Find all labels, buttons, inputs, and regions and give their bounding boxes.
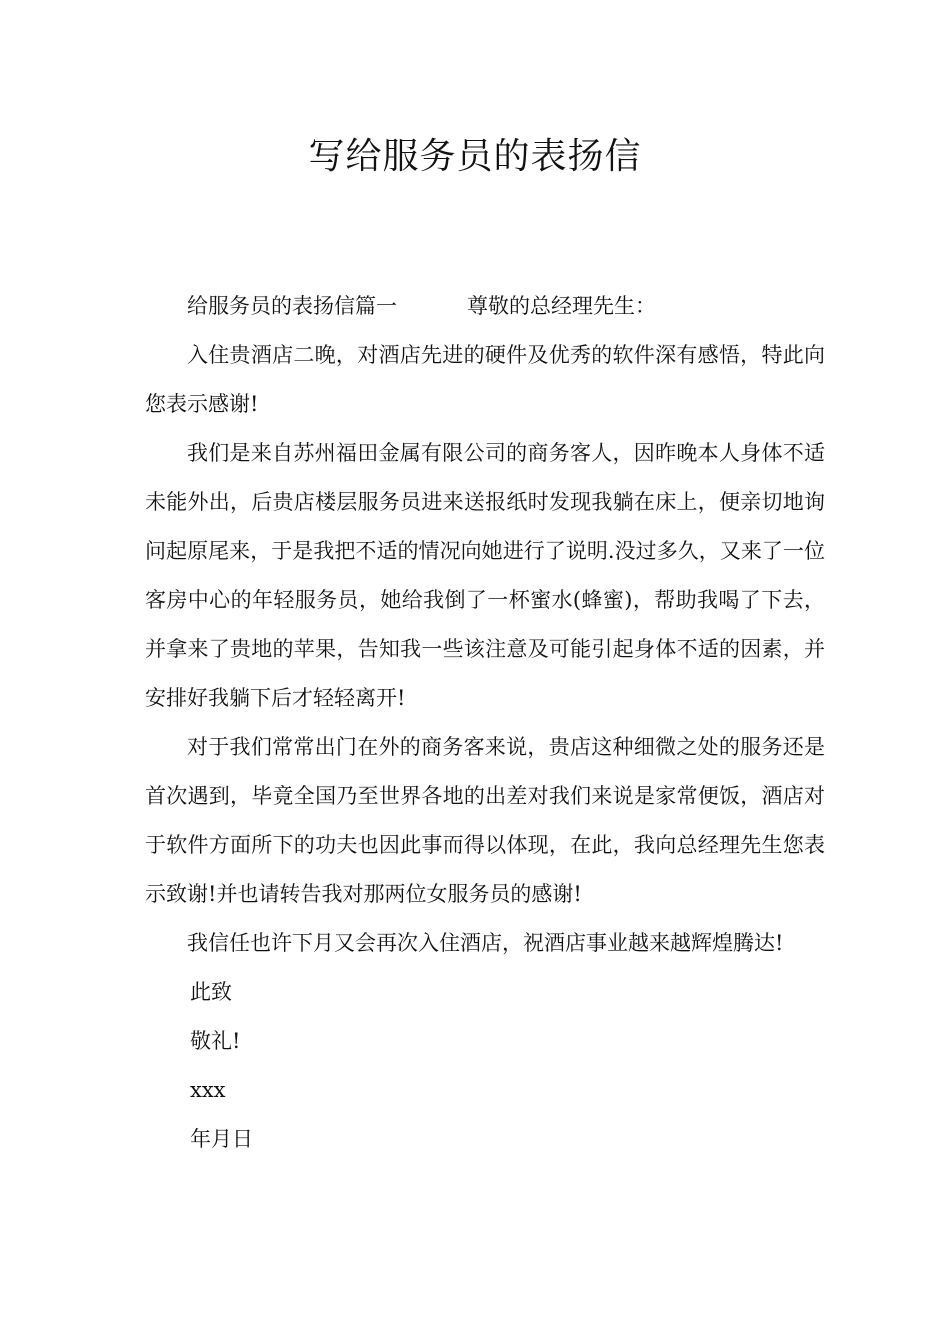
paragraph-3: 对于我们常常出门在外的商务客来说，贵店这种细微之处的服务还是首次遇到，毕竟全国乃至世界各地的出差对我们来说是家常便饭，酒店对于软件方面所下的功夫也因此事而得以体现，在此，我向总经理先生您表示致谢!并也请转告我对那两位女服务员的感谢!: [145, 735, 825, 906]
signature: xxx: [190, 1078, 226, 1102]
date: 年月日: [190, 1127, 253, 1151]
opening-heading: 给服务员的表扬信篇一: [187, 294, 397, 318]
paragraph-4: 我信任也许下月又会再次入住酒店，祝酒店事业越来越辉煌腾达!: [187, 931, 784, 955]
opening-line: [145, 282, 825, 331]
regards: 敬礼!: [190, 1029, 241, 1053]
salutation: 尊敬的总经理先生：: [467, 294, 656, 318]
paragraph-1: 入住贵酒店二晚，对酒店先进的硬件及优秀的软件深有感悟，特此向您表示感谢!: [145, 343, 825, 416]
letter-body: [145, 282, 825, 1164]
paragraph-2: 我们是来自苏州福田金属有限公司的商务客人，因昨晚本人身体不适未能外出，后贵店楼层服务员进来送报纸时发现我躺在床上，便亲切地询问起原尾来，于是我把不适的情况向她进行了说明.没过多久，又来了一位客房中心的年轻服务员，她给我倒了一杯蜜水(蜂蜜)，帮助我喝了下去，并拿来了贵地的苹果，告知我一些该注意及可能引起身体不适的因素，并安排好我躺下后才轻轻离开!: [145, 441, 825, 710]
closing: 此致: [190, 980, 232, 1004]
document-title: 写给服务员的表扬信: [308, 136, 642, 177]
